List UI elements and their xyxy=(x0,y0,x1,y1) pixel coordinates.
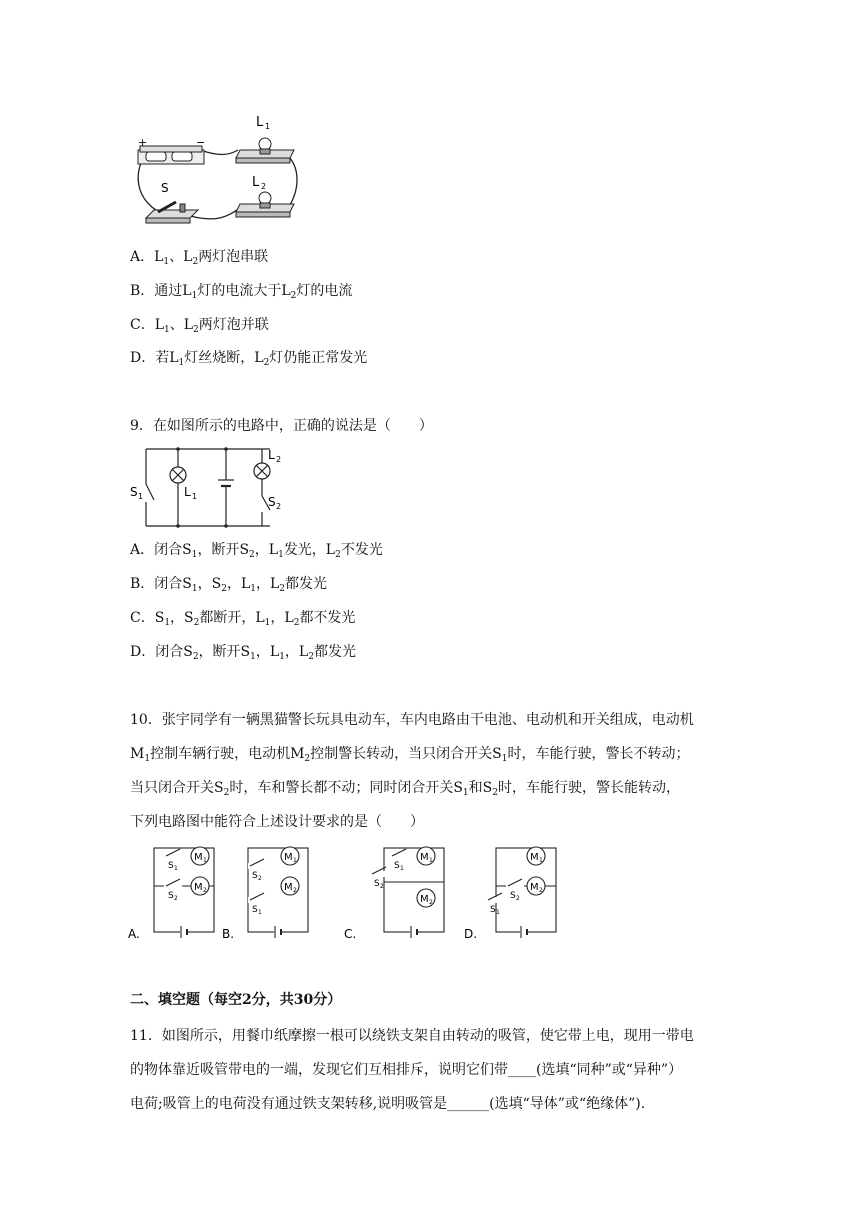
switch-label: S xyxy=(490,905,496,915)
switch-label-sub: 2 xyxy=(174,895,178,902)
lamp-l2-icon xyxy=(236,175,294,217)
switch-label-sub: 2 xyxy=(258,875,262,882)
section-2-title: 二、填空题（每空2分，共30分） xyxy=(130,992,342,1008)
svg-text:S: S xyxy=(130,485,138,499)
switch-label-sub: 1 xyxy=(400,865,404,872)
battery-icon xyxy=(138,136,205,164)
lamp-l1-icon xyxy=(236,115,294,163)
motor-label-sub: 1 xyxy=(429,857,433,864)
switch-label: S xyxy=(252,871,258,881)
q9-stem: 9．在如图所示的电路中，正确的说法是（ ） xyxy=(130,418,433,434)
motor-label-sub: 2 xyxy=(293,887,297,894)
switch-label: S xyxy=(168,891,174,901)
switch-label: S xyxy=(510,891,516,901)
svg-text:2: 2 xyxy=(261,182,267,191)
svg-text:D.: D. xyxy=(464,927,478,941)
svg-text:C.: C. xyxy=(344,927,357,941)
motor-label: M xyxy=(420,852,429,863)
svg-text:L: L xyxy=(268,448,275,462)
q11-line-2: 的物体靠近吸管带电的一端，发现它们互相排斥，说明它们带____(选填“同种”或“异种”） xyxy=(130,1062,683,1078)
motor-label: M xyxy=(194,852,203,863)
q9-option-c: C．$S_1$，$S_2$都断开，$L_1$，$L_2$都不发光 xyxy=(130,610,356,628)
q8-option-a: A．$L_1$、$L_2$两灯泡串联 xyxy=(130,249,269,267)
switch-label-sub: 1 xyxy=(174,865,178,872)
motor-label-sub: 1 xyxy=(203,857,207,864)
q10-option-circuits xyxy=(126,842,566,942)
svg-text:+: + xyxy=(138,136,148,149)
svg-text:A.: A. xyxy=(128,927,140,941)
switch-label-sub: 1 xyxy=(496,909,500,916)
q8-option-d: D．若$L_1$灯丝烧断，$L_2$灯仍能正常发光 xyxy=(130,350,368,368)
svg-text:1: 1 xyxy=(265,122,271,131)
switch-label: S xyxy=(394,861,400,871)
svg-text:L: L xyxy=(184,485,191,499)
switch-label-sub: 1 xyxy=(258,909,262,916)
motor-label-sub: 2 xyxy=(539,887,543,894)
q9-option-a: A．闭合$S_1$，断开$S_2$，$L_1$发光，$L_2$不发光 xyxy=(130,542,383,560)
q8-option-c: C．$L_1$、$L_2$两灯泡并联 xyxy=(130,317,269,335)
switch-label: S xyxy=(168,861,174,871)
motor-label: M xyxy=(194,882,203,893)
q9-circuit-figure xyxy=(128,444,298,534)
svg-text:L: L xyxy=(256,115,264,130)
switch-label-sub: 2 xyxy=(380,883,384,890)
svg-text:−: − xyxy=(196,136,206,149)
q10-line-4: 下列电路图中能符合上述设计要求的是（ ） xyxy=(130,814,424,830)
q10-line-3: 当只闭合开关$S_2$时，车和警长都不动；同时闭合开关$S_1$和$S_2$时，车能行驶，警长能转动， xyxy=(130,780,680,798)
q9-option-d: D．闭合$S_2$，断开$S_1$，$L_1$，$L_2$都发光 xyxy=(130,644,356,662)
q11-line-1: 11．如图所示，用餐巾纸摩擦一根可以绕铁支架自由转动的吸管，使它带上电，现用一带电 xyxy=(130,1028,694,1044)
motor-label: M xyxy=(284,852,293,863)
svg-text:S: S xyxy=(161,181,169,195)
svg-text:L: L xyxy=(252,175,260,190)
motor-label: M xyxy=(284,882,293,893)
motor-label-sub: 1 xyxy=(539,857,543,864)
q11-line-3: 电荷;吸管上的电荷没有通过铁支架转移,说明吸管是______(选填“导体”或“绝缘体”). xyxy=(130,1096,646,1112)
q10-line-2: $M_1$控制车辆行驶，电动机$M_2$控制警长转动，当只闭合开关$S_1$时，车能行驶，警长不转动； xyxy=(130,746,690,764)
switch-label-sub: 2 xyxy=(516,895,520,902)
q9-option-b: B．闭合$S_1$，$S_2$，$L_1$，$L_2$都发光 xyxy=(130,576,328,594)
q8-option-b: B．通过$L_1$灯的电流大于$L_2$灯的电流 xyxy=(130,283,353,301)
svg-text:2: 2 xyxy=(276,455,282,464)
svg-text:1: 1 xyxy=(138,492,144,501)
svg-text:1: 1 xyxy=(192,492,198,501)
motor-label: M xyxy=(530,852,539,863)
motor-label-sub: 2 xyxy=(203,887,207,894)
svg-text:2: 2 xyxy=(276,502,282,511)
motor-label: M xyxy=(530,882,539,893)
svg-text:B.: B. xyxy=(222,927,235,941)
q10-line-1: 10．张宇同学有一辆黑猫警长玩具电动车，车内电路由干电池、电动机和开关组成，电动机 xyxy=(130,712,694,728)
q8-circuit-figure xyxy=(128,108,298,232)
switch-label: S xyxy=(374,879,380,889)
motor-label-sub: 1 xyxy=(293,857,297,864)
svg-text:S: S xyxy=(268,495,276,509)
switch-s-icon xyxy=(146,181,198,223)
switch-label: S xyxy=(252,905,258,915)
motor-label-sub: 2 xyxy=(429,899,433,906)
motor-label: M xyxy=(420,894,429,905)
